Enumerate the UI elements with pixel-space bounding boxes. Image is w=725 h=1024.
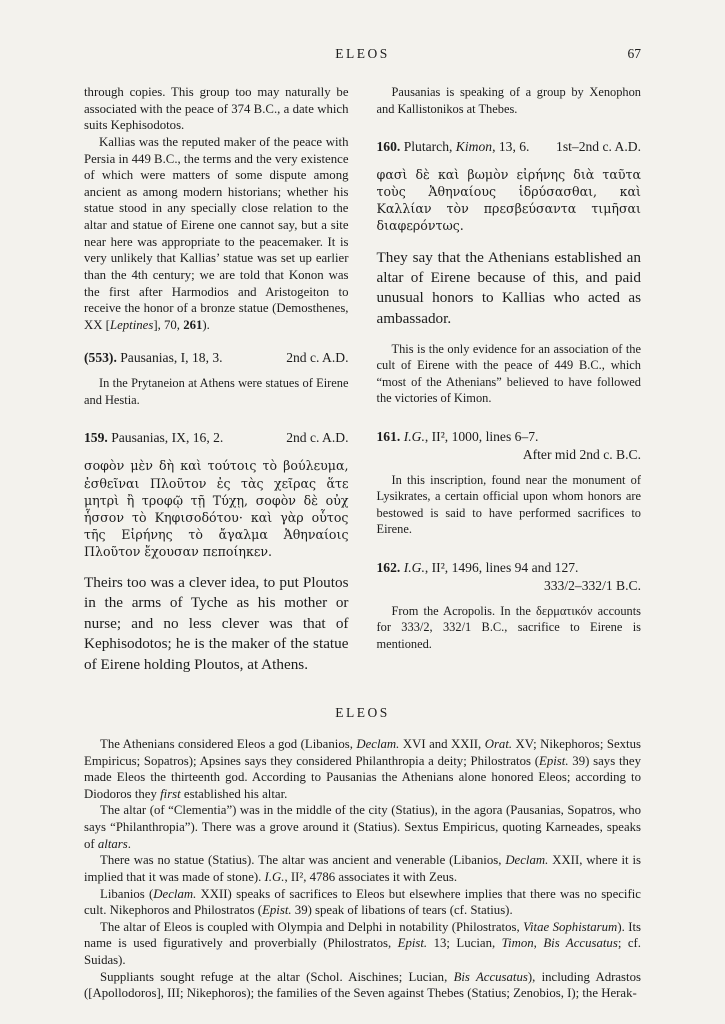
entry-162-date: 333/2–332/1 B.C. — [543, 577, 641, 593]
page-number: 67 — [627, 46, 641, 61]
two-column-text — [84, 84, 641, 675]
entry-160-heading — [377, 139, 642, 155]
entry-160-date: 1st–2nd c. A.D. — [556, 139, 641, 154]
section-paragraph: The altar of Eleos is coupled with Olympia and Delphi in notability (Philostratos, Vitae Sophistarum). Its name is used figuratively and proverbially (Philostratos, Epist. 13; Lucian, Timon, Bis Accusatus; cf. Suidas). — [84, 919, 642, 968]
section-body — [84, 736, 641, 1002]
note-pausanias-group: Pausanias is speaking of a group by Xenophon and Kallistonikos at Thebes. — [376, 85, 641, 116]
note-162: From the Acropolis. In the δερματικόν accounts for 333/2, 332/1 B.C., sacrifice to Eirene is mentioned. — [376, 603, 641, 651]
section-paragraph: Suppliants sought refuge at the altar (Schol. Aischines; Lucian, Bis Accusatus), including Adrastos ([Apollodoros], III; Nikephoros); the families of the Seven against Thebes (Statius; Zenobios, I); the Herak- — [84, 969, 641, 1001]
section-paragraph: There was no statue (Statius). The altar was ancient and venerable (Libanios, Declam. XXII, where it is implied that it was made of stone). I.G., II², 4786 associates it with Zeus. — [84, 853, 641, 884]
greek-quotation-160: φασὶ δὲ καὶ βωμὸν εἰρήνης διὰ ταῦτα τοὺς Ἀθηναίους ἱδρύσασθαι, καὶ Καλλίαν τὸν πρεσβεύσαντα τιμῆσαι διαφερόντως. — [376, 167, 641, 234]
note-161: In this inscription, found near the monument of Lysikrates, a certain official upon whom honors are bestowed is said to have performed sacrifices to Eirene. — [376, 472, 641, 537]
kallias-paragraph: Kallias was the reputed maker of the peace with Persia in 449 B.C., the terms and the very existence of which were matters of some dispute among ancient as among modern historians; whether his statue stood in any specially close relation to the altar and statue of Eirene one cannot say, but a site near here was appropriate to the peacemaker. It is very unlikely that Kallias’ statue was set up earlier than the 4th century; we are told that Konon was the first after Harmodios and Aristogeiton to receive the honor of a bronze statue (Demosthenes, XX [Leptines], 70, 261). — [84, 134, 349, 332]
entry-159-heading — [84, 430, 349, 446]
right-column — [377, 84, 642, 675]
entry-162-heading — [377, 560, 642, 594]
translation-159: Theirs too was a clever idea, to put Ploutos in the arms of Tyche as his mother or nurse; and no less clever was that of Kephisodotos; he is the maker of the statue of Eirene holding Ploutos, at Athens. — [84, 574, 349, 673]
entry-553-date: 2nd c. A.D. — [286, 350, 349, 366]
section-paragraph: Libanios (Declam. XXII) speaks of sacrifices to Eleos but elsewhere implies that there was no specific cult. Nikephoros and Philostratos (Epist. 39) speak of libations of tears (cf. Statius). — [84, 886, 641, 918]
section-title: ELEOS — [335, 704, 390, 720]
section-paragraph: The altar (of “Clementia”) was in the middle of the city (Statius), in the agora (Pausanias, Sopatros, who says “Philanthropia”). There was a grove around it (Statius). Sextus Empiricus, quoting Karneades, speaks of altars. — [84, 803, 641, 851]
note-160: This is the only evidence for an association of the cult of Eirene with the peace of 449 B.C., which “most of the Athenians” believed to have followed the victories of Kimon. — [376, 341, 641, 406]
section-paragraph: The Athenians considered Eleos a god (Libanios, Declam. XVI and XXII, Orat. XV; Nikephoros; Sextus Empiricus; Sopatros); Apsines says they considered Philanthropia a deity; Philostratos (Epist. 39) says they made Eleos the thirteenth god. According to Pausanias the Athenians alone honored Eleos; according to Diodoros they first established his altar. — [84, 736, 641, 801]
entry-162-citation: 162. I.G., II², 1496, lines 94 and 127. — [376, 559, 579, 575]
greek-quotation-159: σοφὸν μὲν δὴ καὶ τούτοις τὸ βούλευμα, ἐσθεῖναι Πλοῦτον ἐς τὰς χεῖρας ἅτε μητρὶ ἢ τροφῷ τῇ Τύχῃ, σοφὸν δὲ οὐχ ἧσσον τὸ Κηφισοδότου· καὶ γὰρ οὗτος τῆς Εἰρήνης τὸ ἄγαλμα Ἀθηναίοις Πλοῦτον ἔχουσαν πεποίηκεν. — [84, 458, 349, 559]
running-title: ELEOS — [335, 46, 390, 61]
entry-159-date: 2nd c. A.D. — [286, 430, 349, 446]
entry-159-label: 159. Pausanias, IX, 16, 2. — [84, 430, 224, 446]
entry-161-citation: 161. I.G., II², 1000, lines 6–7. — [376, 428, 539, 444]
entry-553-note: In the Prytaneion at Athens were statues of Eirene and Hestia. — [84, 376, 349, 407]
entry-553-label: (553). Pausanias, I, 18, 3. — [84, 350, 223, 366]
entry-161-date: After mid 2nd c. B.C. — [522, 446, 641, 462]
entry-553-heading — [84, 350, 349, 366]
entry-160-label: 160. Plutarch, Kimon, 13, 6. — [376, 139, 530, 154]
running-head — [84, 46, 641, 62]
translation-160: They say that the Athenians established an altar of Eirene because of this, and paid unusual honors to Kallias who acted as ambassador. — [376, 248, 641, 327]
continuation-paragraph: through copies. This group too may naturally be associated with the peace of 374 B.C., a date which suits Kephisodotos. — [84, 85, 349, 133]
left-column — [84, 84, 349, 675]
entry-161-heading — [377, 429, 642, 463]
